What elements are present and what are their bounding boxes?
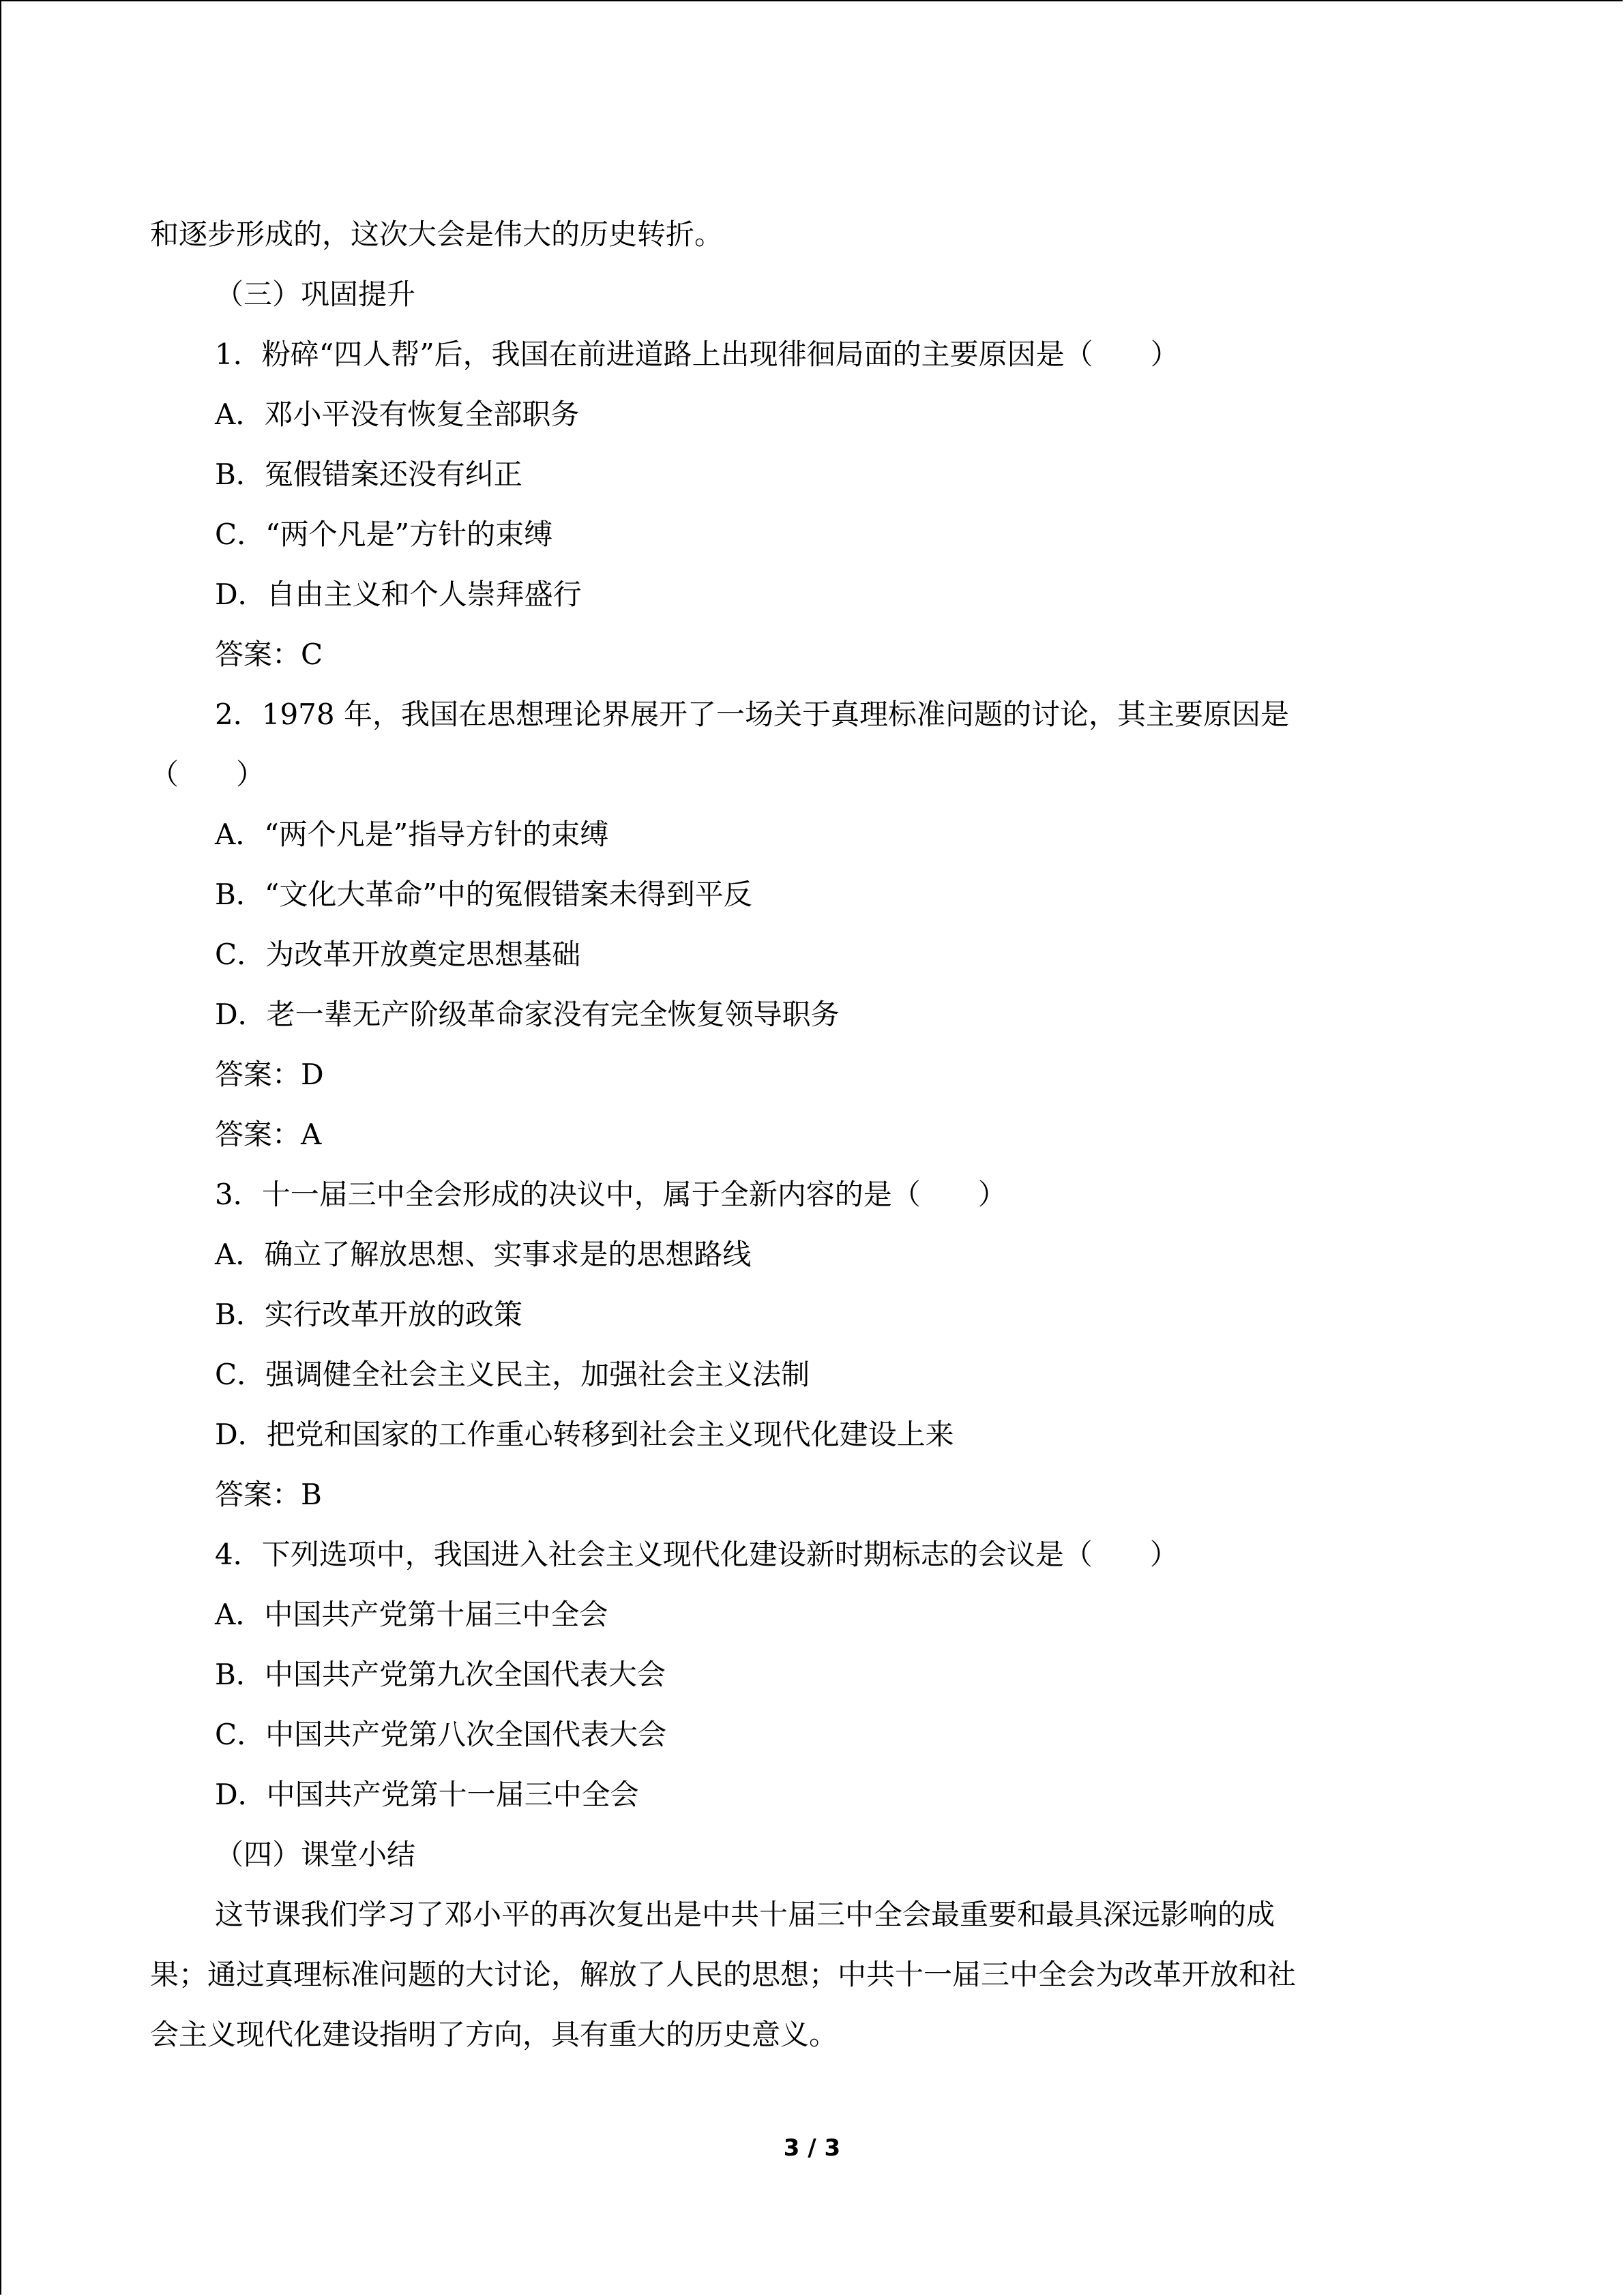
question-4-option-a: A．中国共产党第十届三中全会 — [215, 1598, 608, 1631]
question-1-answer: 答案：C — [215, 638, 323, 671]
page-number: 3 / 3 — [783, 2134, 841, 2162]
question-2-answer: 答案：D — [215, 1058, 324, 1091]
question-1-option-c: C．“两个凡是”方针的束缚 — [215, 518, 553, 551]
question-2-bracket: （ ） — [150, 758, 265, 791]
question-1-option-b: B．冤假错案还没有纠正 — [215, 458, 522, 491]
question-2-option-b: B．“文化大革命”中的冤假错案未得到平反 — [215, 878, 752, 911]
question-1-option-a: A．邓小平没有恢复全部职务 — [215, 398, 580, 431]
document-body — [150, 205, 1466, 2065]
question-4-option-b: B．中国共产党第九次全国代表大会 — [215, 1658, 666, 1691]
summary-paragraph-line: 果；通过真理标准问题的大讨论，解放了人民的思想；中共十一届三中全会为改革开放和社 — [150, 1958, 1297, 1991]
section-heading: （四）课堂小结 — [215, 1838, 416, 1871]
summary-paragraph-line: 会主义现代化建设指明了方向，具有重大的历史意义。 — [150, 2018, 838, 2051]
question-2-option-c: C．为改革开放奠定思想基础 — [215, 938, 581, 971]
question-3-option-c: C．强调健全社会主义民主，加强社会主义法制 — [215, 1358, 810, 1391]
summary-paragraph-line: 这节课我们学习了邓小平的再次复出是中共十届三中全会最重要和最具深远影响的成 — [215, 1898, 1275, 1931]
question-3-option-b: B．实行改革开放的政策 — [215, 1298, 522, 1331]
question-4: 4．下列选项中，我国进入社会主义现代化建设新时期标志的会议是（ ） — [215, 1538, 1179, 1571]
question-1: 1．粉碎“四人帮”后，我国在前进道路上出现徘徊局面的主要原因是（ ） — [215, 338, 1179, 371]
text-line: 和逐步形成的，这次大会是伟大的历史转折。 — [150, 218, 724, 251]
question-1-option-d: D．自由主义和个人崇拜盛行 — [215, 578, 582, 611]
question-3-answer: 答案：B — [215, 1478, 322, 1511]
question-3: 3．十一届三中全会形成的决议中，属于全新内容的是（ ） — [215, 1178, 1007, 1211]
question-4-option-d: D．中国共产党第十一届三中全会 — [215, 1778, 639, 1811]
question-2-option-d: D．老一辈无产阶级革命家没有完全恢复领导职务 — [215, 998, 840, 1031]
extra-answer: 答案：A — [215, 1118, 322, 1151]
question-2-option-a: A．“两个凡是”指导方针的束缚 — [215, 818, 609, 851]
section-heading: （三）巩固提升 — [215, 278, 416, 311]
question-2: 2．1978 年，我国在思想理论界展开了一场关于真理标准问题的讨论，其主要原因是 — [215, 698, 1289, 731]
question-4-option-c: C．中国共产党第八次全国代表大会 — [215, 1718, 667, 1751]
question-3-option-a: A．确立了解放思想、实事求是的思想路线 — [215, 1238, 752, 1271]
question-3-option-d: D．把党和国家的工作重心转移到社会主义现代化建设上来 — [215, 1418, 954, 1451]
